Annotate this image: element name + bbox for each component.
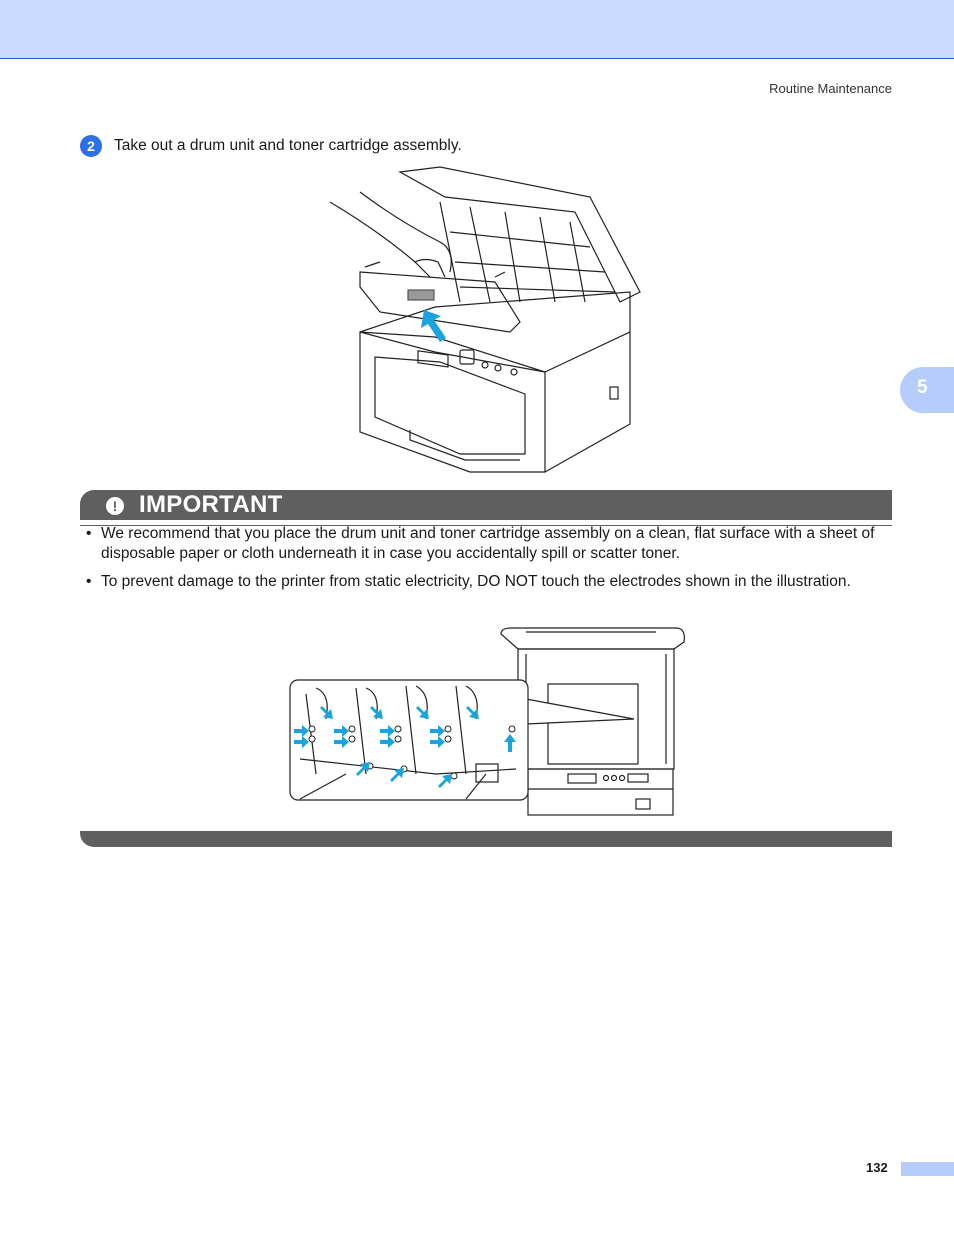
list-item — [86, 572, 894, 592]
chapter-tab[interactable] — [900, 367, 954, 413]
page-number: 132 — [866, 1160, 888, 1175]
section-title: Routine Maintenance — [769, 81, 892, 96]
step-instruction — [80, 135, 462, 157]
chapter-number: 5 — [917, 377, 928, 398]
bullet-icon: • — [86, 525, 92, 542]
bullet-icon: • — [86, 573, 92, 590]
bullet-text: To prevent damage to the printer from static electricity, DO NOT touch the electrodes shown in the illustration. — [101, 573, 851, 590]
step-number-badge: 2 — [80, 135, 102, 157]
top-header-band — [0, 0, 954, 59]
list-item — [86, 524, 894, 564]
important-title: IMPORTANT — [139, 491, 283, 518]
important-header-bar — [80, 490, 892, 520]
important-bullet-list — [86, 524, 894, 600]
important-footer-bar — [80, 831, 892, 847]
bullet-text: We recommend that you place the drum unit and toner cartridge assembly on a clean, flat surface with a sheet of disposable paper or cloth underneath it in case you accidentally spill or scatter toner. — [101, 525, 875, 562]
exclamation-icon: ! — [106, 497, 124, 515]
electrodes-illustration — [286, 624, 690, 820]
page-tab — [901, 1162, 954, 1176]
printer-drum-removal-illustration — [320, 162, 650, 480]
step-text: Take out a drum unit and toner cartridge assembly. — [114, 137, 462, 154]
